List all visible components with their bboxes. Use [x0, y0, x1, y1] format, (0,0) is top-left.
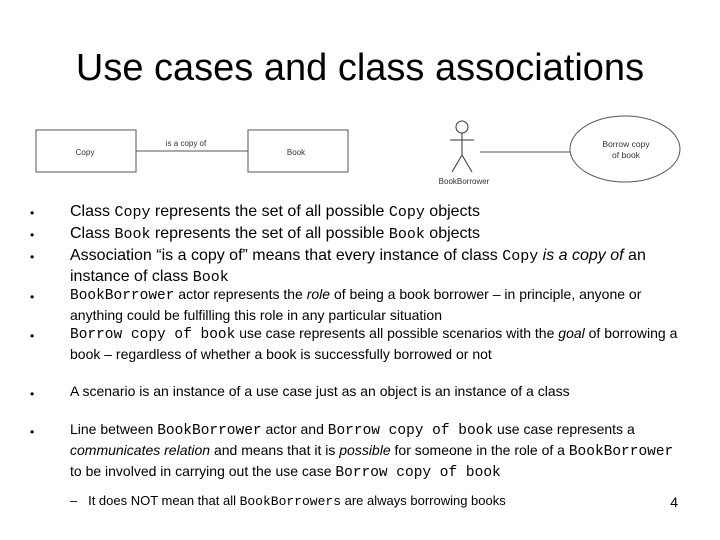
usecase-ellipse: [570, 116, 680, 182]
book-class-label: Book: [286, 148, 306, 157]
usecase-label-line2: of book: [612, 150, 640, 160]
bullet-marker: •: [30, 206, 35, 220]
association-label: is a copy of: [165, 139, 207, 148]
uml-diagram: [0, 0, 720, 200]
page-number: 4: [670, 494, 678, 510]
bullet-marker: •: [30, 290, 35, 304]
actor-icon: [450, 121, 474, 172]
bullet-association: Association “is a copy of” means that every instance of class Copy is a copy of an instance of class Book: [70, 247, 646, 286]
bullet-marker: •: [30, 228, 35, 242]
copy-class-label: Copy: [75, 148, 95, 157]
bullet-book-class: Class Book represents the set of all possible Book objects: [70, 225, 480, 243]
usecase-label-line1: Borrow copy: [602, 139, 650, 149]
bullet-marker: •: [30, 329, 35, 343]
bullet-usecase: Borrow copy of book use case represents all possible scenarios with the goal of borrowing a book – regardless of whether a book is successfully borrowed or not: [70, 325, 678, 362]
bullet-marker: •: [30, 387, 35, 401]
bullet-communicates: Line between BookBorrower actor and Borrow copy of book use case represents a communicates relation and means that it is possible for someone in the role of a BookBorrower to be involved in carrying out the use case Borrow copy of book: [70, 421, 674, 481]
bullet-scenario: A scenario is an instance of a use case just as an object is an instance of a class: [70, 383, 570, 399]
actor-label: BookBorrower: [438, 177, 490, 186]
sub-bullet: – It does NOT mean that all BookBorrowers are always borrowing books: [70, 493, 506, 509]
bullet-marker: •: [30, 250, 35, 264]
bullet-marker: •: [30, 425, 35, 439]
bullet-actor: BookBorrower actor represents the role of being a book borrower – in principle, anyone or anything could be fulfilling this role in any particular situation: [70, 286, 642, 323]
slide-title: Use cases and class associations: [75, 47, 645, 89]
bullet-copy-class: Class Copy represents the set of all possible Copy objects: [70, 203, 480, 221]
